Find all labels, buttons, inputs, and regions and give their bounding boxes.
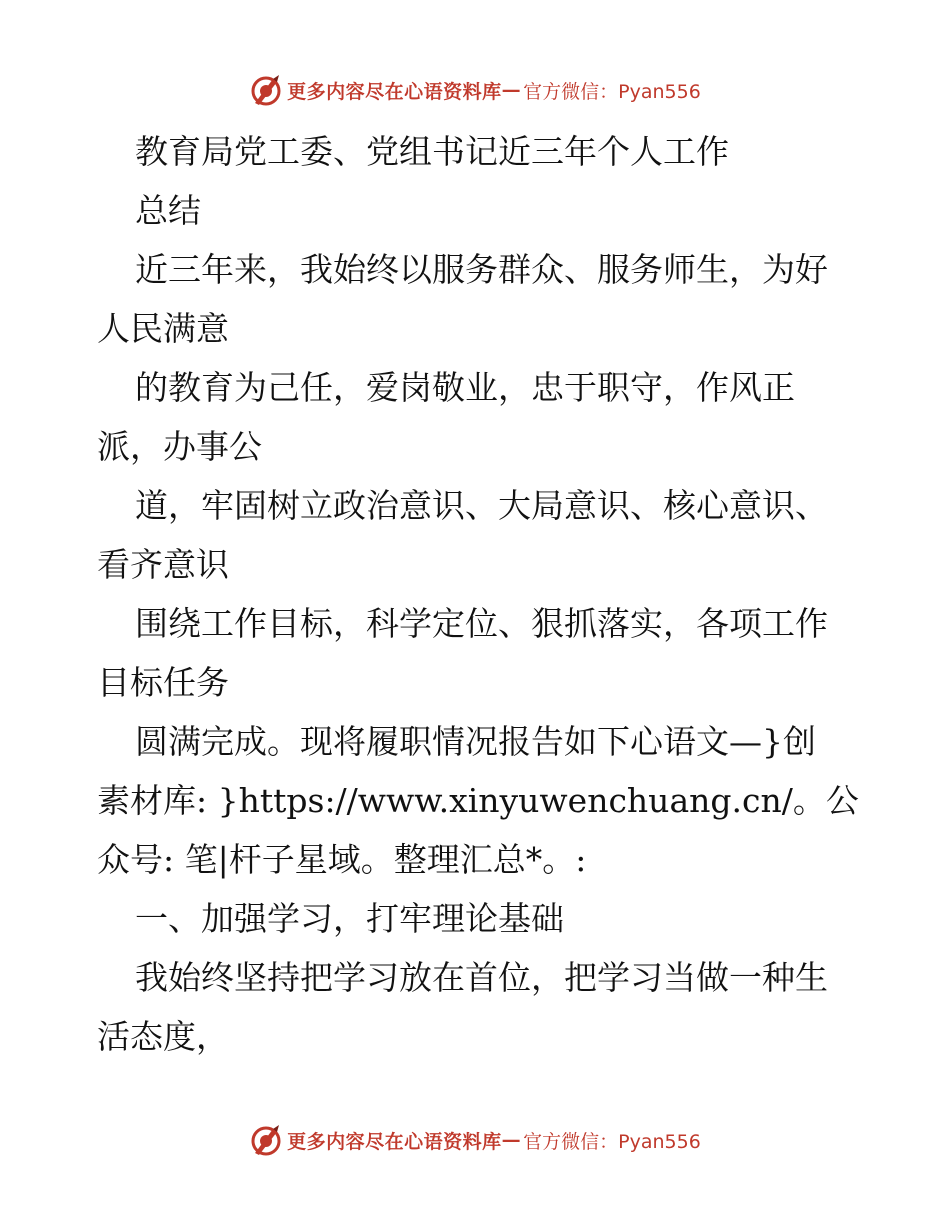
document-title-line-1: 教育局党工委、党组书记近三年个人工作	[135, 132, 729, 171]
paragraph-line: 众号: 笔|杆子星域。整理汇总*。:	[97, 840, 587, 879]
header-banner	[0, 70, 950, 110]
paragraph-line: 人民满意	[97, 309, 229, 348]
document-body	[97, 122, 867, 1066]
paragraph-line: 圆满完成。现将履职情况报告如下心语文—}创	[135, 722, 816, 761]
section-heading: 一、加强学习，打牢理论基础	[135, 899, 564, 938]
paragraph-line: 目标任务	[97, 663, 229, 702]
banner-slogan: 更多内容尽在心语资料库	[287, 1130, 502, 1153]
paragraph-line: 活态度，	[97, 1017, 229, 1056]
paragraph-line: 的教育为己任，爱岗敬业，忠于职守，作风正	[135, 368, 795, 407]
banner-dash: —	[501, 79, 522, 101]
brush-logo-icon	[249, 1123, 283, 1157]
paragraph-line: 我始终坚持把学习放在首位，把学习当做一种生	[135, 958, 828, 997]
document-title-line-2: 总结	[135, 191, 201, 230]
banner-contact: 官方微信：Pyan556	[523, 1130, 701, 1153]
paragraph-line: 道，牢固树立政治意识、大局意识、核心意识、	[135, 486, 828, 525]
paragraph-line: 派，办事公	[97, 427, 262, 466]
paragraph-line: 近三年来，我始终以服务群众、服务师生，为好	[135, 250, 828, 289]
paragraph-line: 素材库: }https://www.xinyuwenchuang.cn/。公	[97, 781, 859, 820]
paragraph-line: 围绕工作目标，科学定位、狠抓落实，各项工作	[135, 604, 828, 643]
banner-contact: 官方微信：Pyan556	[523, 80, 701, 103]
paragraph-line: 看齐意识	[97, 545, 229, 584]
banner-dash: —	[501, 1129, 522, 1151]
footer-banner	[0, 1120, 950, 1160]
banner-slogan: 更多内容尽在心语资料库	[287, 80, 502, 103]
brush-logo-icon	[249, 73, 283, 107]
